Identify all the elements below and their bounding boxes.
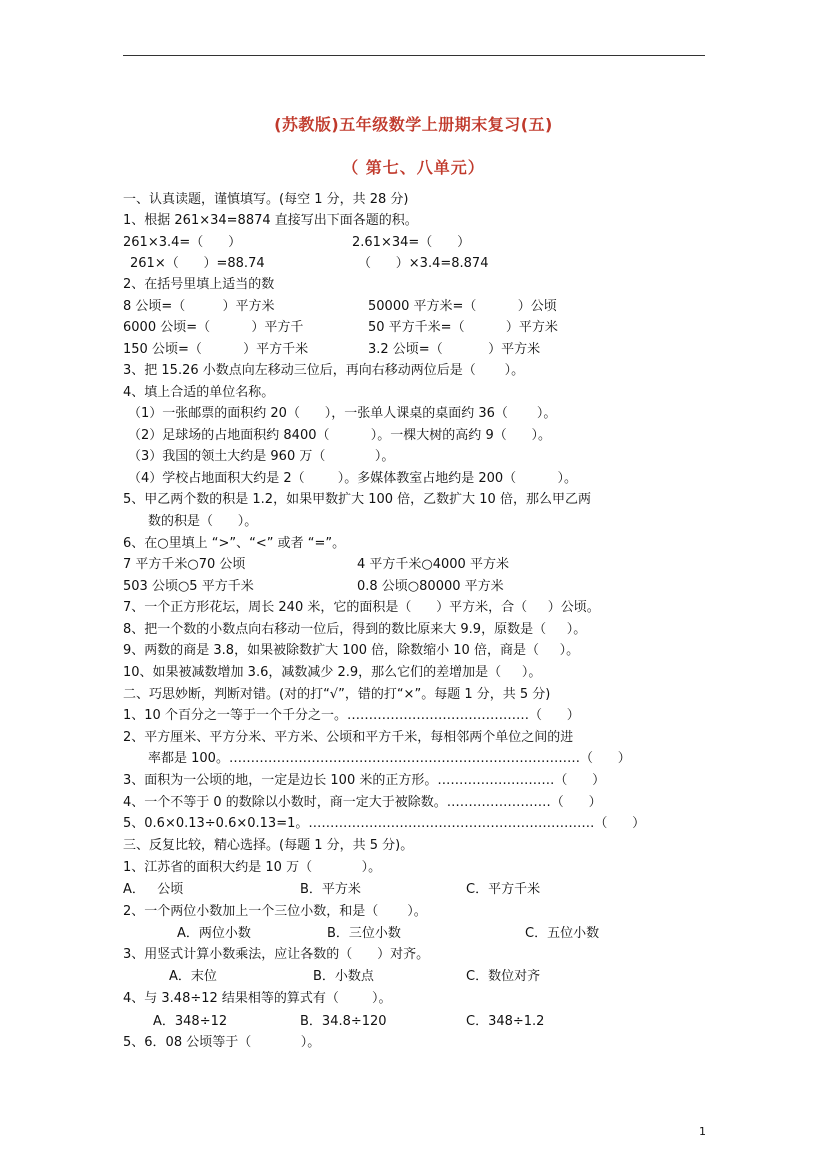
text-line: 3、用竖式计算小数乘法，应让各数的（ ）对齐。 <box>123 947 430 962</box>
page-subtitle: （ 第七、八单元） <box>342 158 485 177</box>
text-line: B．三位小数 <box>327 926 401 941</box>
text-line: 6、在○里填上 “>”、“<” 或者 “=”。 <box>123 536 346 551</box>
text-line: 5、6．08 公顷等于（ ）。 <box>123 1035 321 1050</box>
header-rule <box>123 55 705 56</box>
text-line: 1、10 个百分之一等于一个千分之一。……………………………………（ ） <box>123 708 580 723</box>
text-line: 4、填上合适的单位名称。 <box>123 385 275 400</box>
text-line: 4、与 3.48÷12 结果相等的算式有（ ）。 <box>123 991 392 1006</box>
text-line: （2）足球场的占地面积约 8400（ ）。一棵大树的高约 9（ ）。 <box>128 428 552 443</box>
text-line: 6000 公顷=（ ）平方千 <box>123 320 304 335</box>
text-line: C．348÷1.2 <box>466 1014 545 1029</box>
text-line: 3、把 15.26 小数点向左移动三位后，再向右移动两位后是（ ）。 <box>123 363 525 378</box>
text-line: 1、根据 261×34=8874 直接写出下面各题的积。 <box>123 213 418 228</box>
text-line: 261×3.4=（ ） <box>123 235 242 250</box>
text-line: 2、在括号里填上适当的数 <box>123 277 275 292</box>
text-line: 2、一个两位小数加上一个三位小数，和是（ ）。 <box>123 904 427 919</box>
text-line: 3、面积为一公顷的地，一定是边长 100 米的正方形。………………………（ ） <box>123 773 606 788</box>
text-line: A．两位小数 <box>177 926 251 941</box>
text-line: C．平方千米 <box>466 882 541 897</box>
text-line: C．数位对齐 <box>466 969 541 984</box>
text-line: 1、江苏省的面积大约是 10 万（ ）。 <box>123 860 382 875</box>
text-line: 三、反复比较，精心选择。(每题 1 分，共 5 分)。 <box>123 838 414 853</box>
text-line: 503 公顷○5 平方千米 <box>123 579 254 594</box>
text-line: 9、两数的商是 3.8，如果被除数扩大 100 倍，除数缩小 10 倍，商是（ ）。 <box>123 643 580 658</box>
text-line: （4）学校占地面积大约是 2（ ）。多媒体教室占地约是 200（ ）。 <box>128 471 578 486</box>
text-line: 0.8 公顷○80000 平方米 <box>357 579 504 594</box>
text-line: A． 公顷 <box>123 882 184 897</box>
text-line: 8、把一个数的小数点向右移动一位后，得到的数比原来大 9.9，原数是（ ）。 <box>123 622 587 637</box>
text-line: 261×（ ）=88.74 <box>130 256 265 271</box>
text-line: 2、平方厘米、平方分米、平方米、公顷和平方千米，每相邻两个单位之间的进 <box>123 730 574 745</box>
text-line: 10、如果被减数增加 3.6，减数减少 2.9，那么它们的差增加是（ ）。 <box>123 665 542 680</box>
page-number: 1 <box>699 1125 706 1138</box>
text-line: 5、0.6×0.13÷0.6×0.13=1。…………………………………………………………（ ） <box>123 816 646 831</box>
text-line: 150 公顷=（ ）平方千米 <box>123 342 309 357</box>
text-line: 率都是 100。………………………………………………………………………（ ） <box>148 751 631 766</box>
text-line: 4 平方千米○4000 平方米 <box>357 557 509 572</box>
text-line: B．平方米 <box>300 882 361 897</box>
page-title: (苏教版)五年级数学上册期末复习(五) <box>274 115 553 134</box>
text-line: 二、巧思妙断，判断对错。(对的打“√”，错的打“×”。每题 1 分，共 5 分) <box>123 687 551 702</box>
text-line: 3.2 公顷=（ ）平方米 <box>368 342 541 357</box>
text-line: 7 平方千米○70 公顷 <box>123 557 246 572</box>
text-line: 50 平方千米=（ ）平方米 <box>368 320 558 335</box>
text-line: 数的积是（ ）。 <box>148 514 258 529</box>
text-line: （3）我国的领土大约是 960 万（ ）。 <box>128 449 395 464</box>
text-line: 50000 平方米=（ ）公顷 <box>368 299 557 314</box>
text-line: 8 公顷=（ ）平方米 <box>123 299 275 314</box>
text-line: 4、一个不等于 0 的数除以小数时，商一定大于被除数。……………………（ ） <box>123 795 602 810</box>
text-line: 7、一个正方形花坛，周长 240 米，它的面积是（ ）平方米，合（ ）公顷。 <box>123 600 600 615</box>
text-line: （1）一张邮票的面积约 20（ ），一张单人课桌的桌面约 36（ ）。 <box>128 406 557 421</box>
text-line: 5、甲乙两个数的积是 1.2，如果甲数扩大 100 倍，乙数扩大 10 倍，那么甲乙两 <box>123 492 591 507</box>
text-line: 一、认真读题，谨慎填写。(每空 1 分，共 28 分) <box>123 192 409 207</box>
text-line: 2.61×34=（ ） <box>352 235 471 250</box>
text-line: C．五位小数 <box>525 926 600 941</box>
text-line: B．小数点 <box>313 969 374 984</box>
text-line: B．34.8÷120 <box>300 1014 387 1029</box>
text-line: A．348÷12 <box>153 1014 228 1029</box>
text-line: A．末位 <box>169 969 217 984</box>
text-line: （ ）×3.4=8.874 <box>358 256 489 271</box>
